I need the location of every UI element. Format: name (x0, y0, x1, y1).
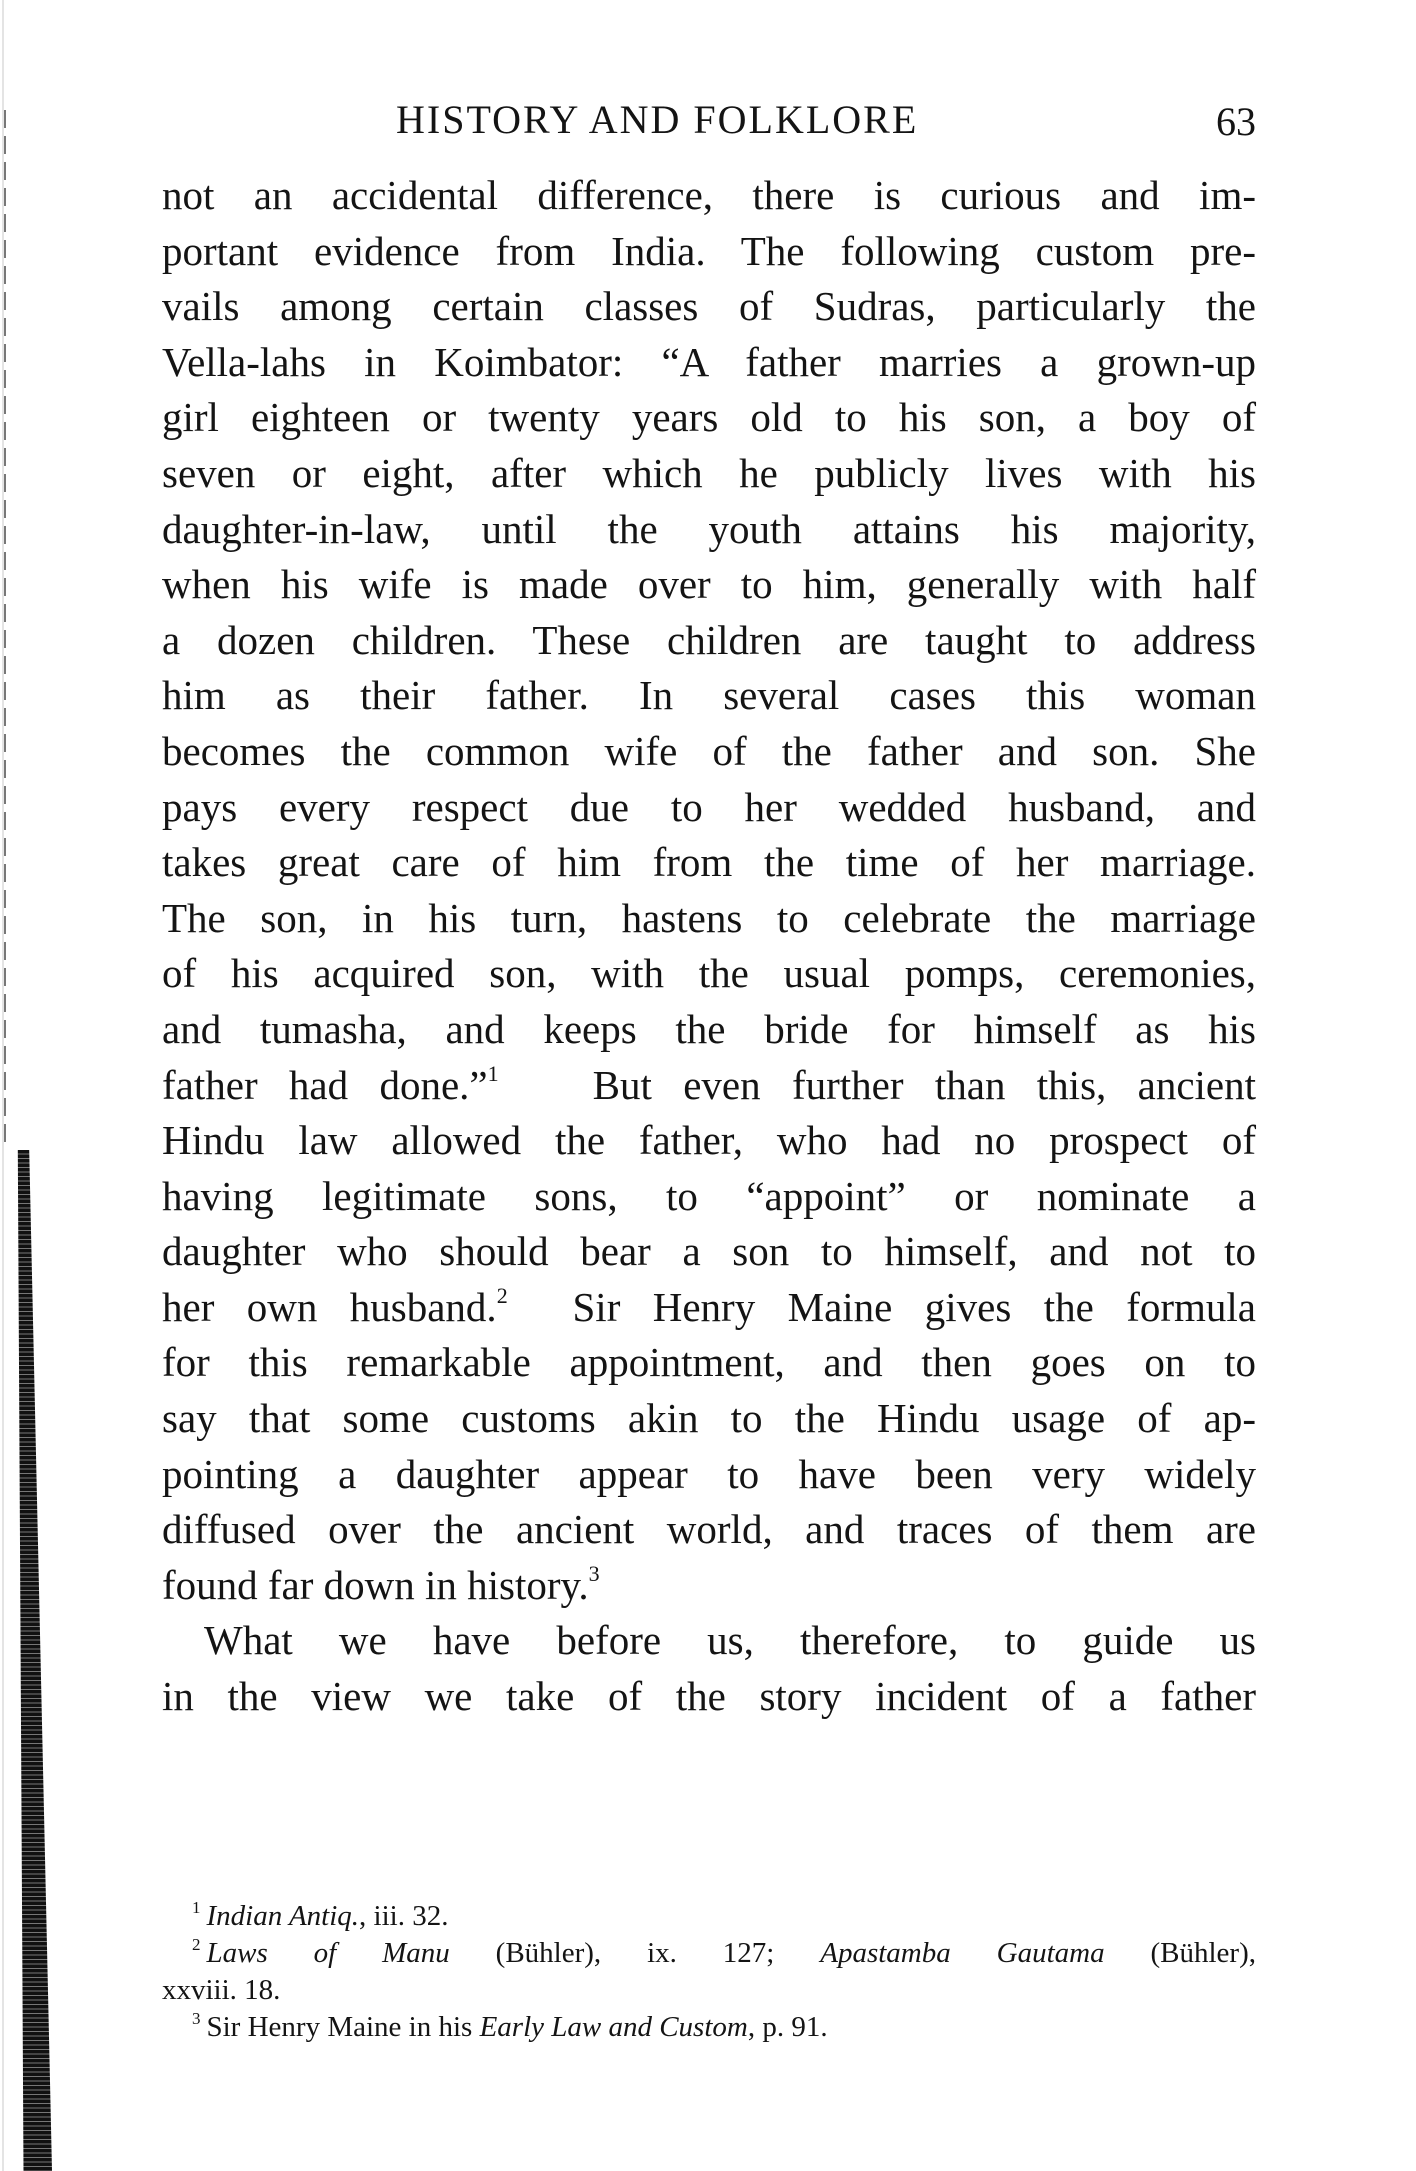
citation-title: Early Law and Custom (479, 2011, 748, 2043)
footnote-ref-2[interactable]: 2 (496, 1282, 508, 1308)
citation-detail: , p. 91. (747, 2011, 828, 2043)
running-header (162, 96, 1256, 146)
footnote-3 (162, 2009, 1256, 2046)
footnote-ref-3[interactable]: 3 (588, 1560, 600, 1586)
footnote-2-continuation: xxviii. 18. (162, 1974, 281, 2006)
footnote-mark: 1 (192, 1898, 201, 1917)
text-segment: her own husband. (162, 1283, 497, 1330)
citation-detail: Sir Henry Maine in his (206, 2011, 480, 2043)
footnote-ref-1[interactable]: 1 (487, 1060, 499, 1086)
text-line: seven or eight, after which he publicly lives with his (162, 449, 1256, 496)
citation-title: Apastamba Gautama (820, 1937, 1105, 1969)
text-line: pointing a daughter appear to have been very widely (162, 1450, 1256, 1497)
running-title: HISTORY AND FOLKLORE (396, 97, 919, 142)
text-line: takes great care of him from the time of her marriage. (162, 839, 1256, 886)
citation-detail: (Bühler), (1104, 1937, 1256, 1969)
text-line: girl eighteen or twenty years old to his son, a boy of (162, 394, 1256, 441)
footnote-2 (162, 1935, 1256, 1972)
text-line: pays every respect due to her wedded husband, and (162, 783, 1256, 830)
text-line: him as their father. In several cases this woman (162, 672, 1256, 719)
citation-detail: , iii. 32. (359, 1900, 449, 1932)
text-line: in the view we take of the story incident of a father (162, 1673, 1256, 1720)
page-number: 63 (1216, 99, 1256, 144)
text-line: when his wife is made over to him, generally with half (162, 561, 1256, 608)
text-line: What we have before us, therefore, to guide us (204, 1617, 1256, 1664)
text-line: daughter who should bear a son to himself, and not to (162, 1228, 1256, 1275)
text-line: not an accidental difference, there is curious and im- (162, 172, 1256, 218)
text-segment: Sir Henry Maine gives the formula (572, 1283, 1256, 1330)
text-line: and tumasha, and keeps the bride for himself as his (162, 1005, 1256, 1052)
footnotes (162, 1898, 1256, 2046)
text-line: portant evidence from India. The following custom pre- (162, 227, 1256, 274)
text-line (162, 1558, 1256, 1614)
text-line: becomes the common wife of the father and son. She (162, 727, 1256, 774)
citation-title: Laws of Manu (206, 1937, 450, 1969)
text-line: diffused over the ancient world, and traces of them are (162, 1506, 1256, 1553)
text-line: having legitimate sons, to “appoint” or nominate a (162, 1172, 1256, 1219)
text-line (162, 1058, 1256, 1114)
citation-detail: (Bühler), ix. 127; (449, 1937, 821, 1969)
text-line: a dozen children. These children are taught to address (162, 616, 1256, 663)
text-line: of his acquired son, with the usual pomps, ceremonies, (162, 950, 1256, 997)
text-line: say that some customs akin to the Hindu usage of ap- (162, 1395, 1256, 1442)
footnote-mark: 2 (192, 1935, 201, 1954)
text-line (162, 1280, 1256, 1336)
text-segment: But even further than this, ancient (592, 1061, 1257, 1108)
footnote-1 (162, 1898, 1256, 1935)
text-segment: father had done.” (162, 1061, 488, 1108)
text-line: Hindu law allowed the father, who had no prospect of (162, 1117, 1256, 1164)
text-line: for this remarkable appointment, and then goes on to (162, 1339, 1256, 1386)
text-segment: found far down in history. (162, 1561, 589, 1608)
citation-title: Indian Antiq. (206, 1900, 360, 1932)
text-line: vails among certain classes of Sudras, particularly the (162, 283, 1256, 330)
text-line: The son, in his turn, hastens to celebrate the marriage (162, 894, 1256, 941)
body-text (162, 168, 1256, 1725)
footnote-mark: 3 (192, 2009, 201, 2028)
text-line: Vella-lahs in Koimbator: “A father marries a grown-up (162, 338, 1256, 385)
page-binding-shadow (4, 110, 6, 1150)
text-line: daughter-in-law, until the youth attains his majority, (162, 505, 1256, 552)
